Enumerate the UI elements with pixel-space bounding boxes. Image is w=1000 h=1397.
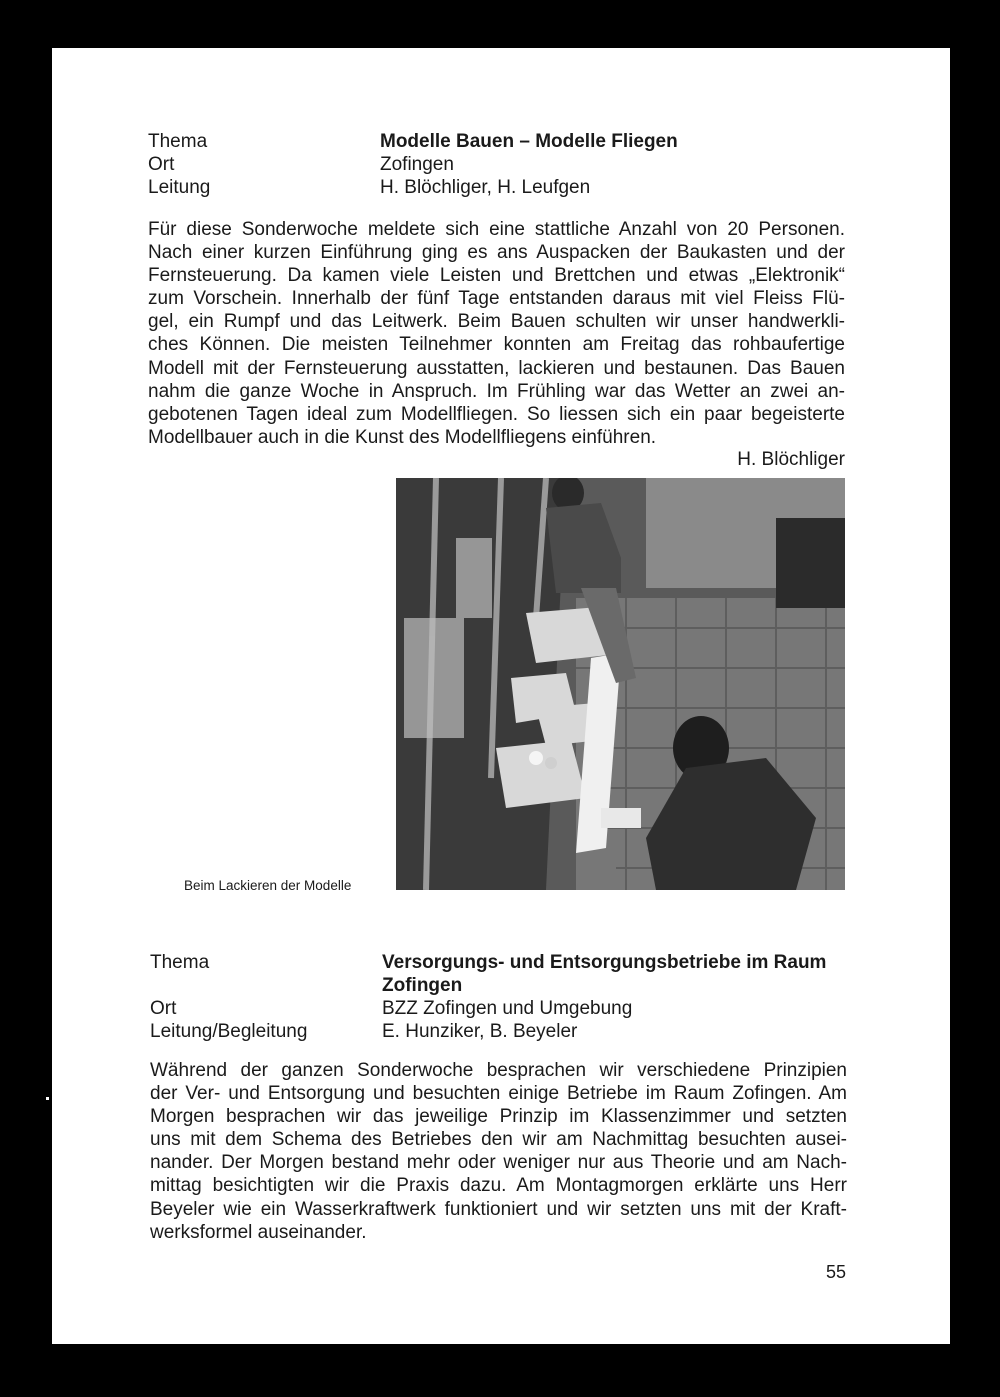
section2-line: mittag besichtigten wir die Praxis dazu. Am Montagmorgen erklärte uns Herr (150, 1175, 847, 1197)
ort-label: Ort (150, 998, 177, 1019)
section1-line: zum Vorschein. Innerhalb der fünf Tage entstanden daraus mit viel Fleiss Flü- (148, 288, 845, 310)
page-number: 55 (826, 1262, 847, 1282)
section2-line: Morgen besprachen wir das jeweilige Prinzip im Klassenzimmer und setzten (150, 1106, 847, 1128)
leitung-value: E. Hunziker, B. Beyeler (382, 1021, 578, 1042)
section2-line: uns mit dem Schema des Betriebes den wir am Nachmittag besuchten ausei- (150, 1129, 847, 1151)
section1-line: Nach einer kurzen Einführung ging es ans Auspacken der Baukasten und der (148, 242, 845, 264)
photo-caption: Beim Lackieren der Modelle (184, 878, 352, 893)
photo-model-painting (396, 478, 845, 890)
ort-value: Zofingen (380, 154, 454, 175)
document-page (52, 48, 950, 1344)
section1-line: Für diese Sonderwoche meldete sich eine stattliche Anzahl von 20 Personen. (148, 219, 845, 240)
section1-meta (148, 130, 848, 199)
photo-illustration (396, 478, 845, 890)
thema-value-line2: Zofingen (382, 975, 463, 996)
section1-paragraph (148, 218, 845, 449)
section2-line: werksformel auseinander. (150, 1221, 367, 1243)
section1-line: nahm die ganze Woche in Anspruch. Im Frühling war das Wetter an zwei an- (148, 380, 845, 402)
scan-speck (46, 1097, 49, 1100)
thema-value-line1: Versorgungs- und Entsorgungsbetriebe im Raum (382, 952, 827, 973)
author-signature: H. Blöchliger (737, 449, 845, 470)
section2-paragraph (150, 1059, 847, 1244)
ort-label: Ort (148, 154, 175, 175)
section1-line: gel, ein Rumpf und das Leitwerk. Beim Bauen schulten wir unser handwerkli- (148, 311, 845, 333)
section2-line: nander. Der Morgen bestand mehr oder weniger nur aus Theorie und am Nach- (150, 1152, 847, 1174)
section1-line: Modell mit der Fernsteuerung ausstatten, lackieren und bestaunen. Das Bauen (148, 357, 845, 379)
thema-label: Thema (148, 131, 208, 152)
ort-value: BZZ Zofingen und Umgebung (382, 998, 633, 1019)
section2-line: Während der ganzen Sonderwoche besprachen wir verschiedene Prinzipien (150, 1060, 847, 1081)
section1-line: ches Können. Die meisten Teilnehmer konnten am Freitag das rohbaufertige (148, 334, 845, 356)
leitung-value: H. Blöchliger, H. Leufgen (380, 177, 591, 198)
section1-line: Fernsteuerung. Da kamen viele Leisten und Brettchen und etwas „Elektronik“ (148, 265, 845, 287)
leitung-label: Leitung (148, 177, 211, 198)
section1-line: gebotenen Tagen ideal zum Modellfliegen. So liessen sich ein paar begeisterte (148, 403, 845, 425)
section2-line: der Ver- und Entsorgung und besuchten einige Betriebe im Raum Zofingen. Am (150, 1083, 847, 1105)
section2-line: Beyeler wie ein Wasserkraftwerk funktioniert und wir setzten uns mit der Kraft- (150, 1198, 847, 1220)
section1-line: Modellbauer auch in die Kunst des Modellfliegens einführen. (148, 426, 657, 448)
section2-meta (150, 951, 850, 1043)
thema-value: Modelle Bauen – Modelle Fliegen (380, 131, 678, 152)
leitung-label: Leitung/Begleitung (150, 1021, 308, 1042)
thema-label: Thema (150, 952, 210, 973)
